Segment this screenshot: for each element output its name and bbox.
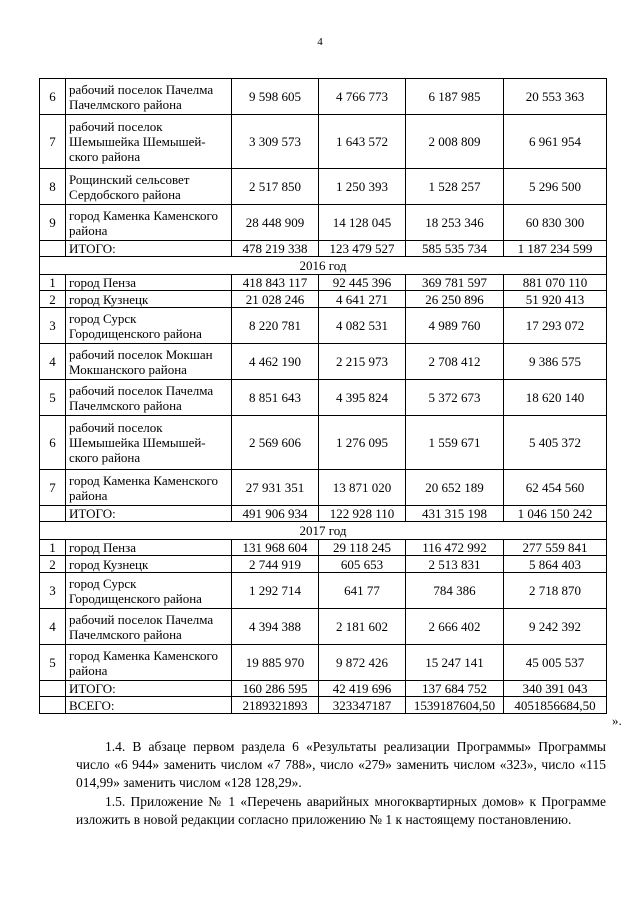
row-number — [40, 681, 66, 697]
row-number: 8 — [40, 169, 66, 205]
amount-total: 17 293 072 — [504, 308, 607, 344]
amount-col-1: 19 885 970 — [232, 645, 319, 681]
amount-total: 51 920 413 — [504, 291, 607, 308]
amount-col-3: 585 535 734 — [406, 241, 504, 257]
amount-col-3: 1 528 257 — [406, 169, 504, 205]
amount-col-1: 2189321893 — [232, 697, 319, 714]
amount-col-3: 1539187604,50 — [406, 697, 504, 714]
table-row — [40, 609, 607, 645]
amount-col-2: 122 928 110 — [319, 506, 406, 522]
paragraph-1-5: 1.5. Приложение № 1 «Перечень аварийных многоквартирных домов» к Программе изложить в новой редакции согласно приложению № 1 к настоящему постановлению. — [76, 794, 606, 827]
amount-col-3: 137 684 752 — [406, 681, 504, 697]
municipality-name: ВСЕГО: — [66, 697, 232, 714]
municipality-name: город Пенза — [66, 275, 232, 291]
amount-col-1: 4 394 388 — [232, 609, 319, 645]
municipality-name: рабочий поселок Пачелма Пачелмского района — [66, 79, 232, 115]
amount-total: 9 242 392 — [504, 609, 607, 645]
table-row — [40, 540, 607, 556]
row-number: 5 — [40, 645, 66, 681]
amount-col-3: 4 989 760 — [406, 308, 504, 344]
municipality-name: ИТОГО: — [66, 681, 232, 697]
amount-col-3: 431 315 198 — [406, 506, 504, 522]
amount-col-2: 323347187 — [319, 697, 406, 714]
row-number: 5 — [40, 380, 66, 416]
amount-total: 5 296 500 — [504, 169, 607, 205]
amount-col-2: 641 77 — [319, 573, 406, 609]
row-number: 1 — [40, 275, 66, 291]
table-row — [40, 416, 607, 470]
municipality-name: город Кузнецк — [66, 291, 232, 308]
municipality-name: ИТОГО: — [66, 506, 232, 522]
table-row — [40, 79, 607, 115]
year-header-row — [40, 522, 607, 540]
amount-total: 1 187 234 599 — [504, 241, 607, 257]
amount-total: 881 070 110 — [504, 275, 607, 291]
row-number: 4 — [40, 609, 66, 645]
table-row — [40, 344, 607, 380]
amount-col-1: 131 968 604 — [232, 540, 319, 556]
amount-col-1: 2 517 850 — [232, 169, 319, 205]
table-row — [40, 645, 607, 681]
amount-col-1: 418 843 117 — [232, 275, 319, 291]
table-row — [40, 205, 607, 241]
amount-col-2: 605 653 — [319, 556, 406, 573]
municipality-name: рабочий поселок Мокшан Мокшанского района — [66, 344, 232, 380]
amount-total: 20 553 363 — [504, 79, 607, 115]
amount-col-1: 1 292 714 — [232, 573, 319, 609]
amount-col-3: 2 708 412 — [406, 344, 504, 380]
amount-col-2: 13 871 020 — [319, 470, 406, 506]
municipality-name: город Каменка Каменского района — [66, 470, 232, 506]
amount-col-3: 18 253 346 — [406, 205, 504, 241]
amount-col-2: 14 128 045 — [319, 205, 406, 241]
year-header-row — [40, 257, 607, 275]
year-header: 2017 год — [40, 522, 607, 540]
table-row — [40, 470, 607, 506]
municipality-name: город Сурск Городищенского района — [66, 308, 232, 344]
amount-col-2: 1 250 393 — [319, 169, 406, 205]
row-number: 3 — [40, 308, 66, 344]
amount-total: 5 864 403 — [504, 556, 607, 573]
row-number — [40, 506, 66, 522]
table-row — [40, 291, 607, 308]
amount-col-3: 20 652 189 — [406, 470, 504, 506]
table-row — [40, 275, 607, 291]
total-row — [40, 241, 607, 257]
municipality-name: город Пенза — [66, 540, 232, 556]
amount-col-1: 2 569 606 — [232, 416, 319, 470]
table-row — [40, 573, 607, 609]
table-row — [40, 380, 607, 416]
amount-col-2: 123 479 527 — [319, 241, 406, 257]
amount-col-2: 29 118 245 — [319, 540, 406, 556]
amount-col-3: 5 372 673 — [406, 380, 504, 416]
amount-total: 340 391 043 — [504, 681, 607, 697]
row-number: 1 — [40, 540, 66, 556]
amount-col-1: 8 220 781 — [232, 308, 319, 344]
amount-col-2: 4 395 824 — [319, 380, 406, 416]
table-row — [40, 115, 607, 169]
amount-col-2: 9 872 426 — [319, 645, 406, 681]
municipality-name: город Сурск Городищенского района — [66, 573, 232, 609]
amount-col-3: 116 472 992 — [406, 540, 504, 556]
municipality-name: рабочий поселок Шемышейка Шемышей-ского района — [66, 416, 232, 470]
amount-col-1: 478 219 338 — [232, 241, 319, 257]
amount-col-3: 15 247 141 — [406, 645, 504, 681]
amount-total: 2 718 870 — [504, 573, 607, 609]
amount-total: 6 961 954 — [504, 115, 607, 169]
municipality-name: город Каменка Каменского района — [66, 205, 232, 241]
row-number: 6 — [40, 416, 66, 470]
amount-col-3: 6 187 985 — [406, 79, 504, 115]
amount-col-1: 9 598 605 — [232, 79, 319, 115]
amount-col-3: 369 781 597 — [406, 275, 504, 291]
municipality-name: ИТОГО: — [66, 241, 232, 257]
municipality-name: город Каменка Каменского района — [66, 645, 232, 681]
amount-col-1: 3 309 573 — [232, 115, 319, 169]
total-row — [40, 506, 607, 522]
row-number: 6 — [40, 79, 66, 115]
amount-col-2: 1 276 095 — [319, 416, 406, 470]
amount-col-2: 4 641 271 — [319, 291, 406, 308]
amount-col-1: 8 851 643 — [232, 380, 319, 416]
amount-col-1: 491 906 934 — [232, 506, 319, 522]
amount-col-2: 2 181 602 — [319, 609, 406, 645]
amount-col-2: 4 766 773 — [319, 79, 406, 115]
amount-col-3: 784 386 — [406, 573, 504, 609]
year-header: 2016 год — [40, 257, 607, 275]
funding-table-body — [40, 79, 607, 714]
amount-total: 60 830 300 — [504, 205, 607, 241]
amount-col-1: 21 028 246 — [232, 291, 319, 308]
paragraph-1-4: 1.4. В абзаце первом раздела 6 «Результаты реализации Программы» Программы число «6 944» заменить числом «7 788», число «279» заменить числом «323», число «115 014,99» заменить числом «128 128,29». — [76, 739, 606, 790]
amount-total: 5 405 372 — [504, 416, 607, 470]
table-row — [40, 308, 607, 344]
amount-col-1: 28 448 909 — [232, 205, 319, 241]
table-row — [40, 169, 607, 205]
amount-total: 4051856684,50 — [504, 697, 607, 714]
amount-col-2: 42 419 696 — [319, 681, 406, 697]
row-number — [40, 241, 66, 257]
row-number — [40, 697, 66, 714]
amount-col-1: 2 744 919 — [232, 556, 319, 573]
amount-col-2: 2 215 973 — [319, 344, 406, 380]
municipality-name: рабочий поселок Пачелма Пачелмского района — [66, 609, 232, 645]
amount-total: 9 386 575 — [504, 344, 607, 380]
table-row — [40, 556, 607, 573]
municipality-name: город Кузнецк — [66, 556, 232, 573]
row-number: 9 — [40, 205, 66, 241]
row-number: 7 — [40, 470, 66, 506]
municipality-name: рабочий поселок Шемышейка Шемышей-ского района — [66, 115, 232, 169]
page-number: 4 — [317, 36, 323, 48]
amount-col-2: 92 445 396 — [319, 275, 406, 291]
amount-col-3: 26 250 896 — [406, 291, 504, 308]
amount-total: 18 620 140 — [504, 380, 607, 416]
amount-col-1: 160 286 595 — [232, 681, 319, 697]
closing-quote-mark: ». — [612, 713, 622, 728]
row-number: 3 — [40, 573, 66, 609]
municipality-name: рабочий поселок Пачелма Пачелмского района — [66, 380, 232, 416]
amount-col-1: 4 462 190 — [232, 344, 319, 380]
amount-total: 45 005 537 — [504, 645, 607, 681]
amount-col-2: 1 643 572 — [319, 115, 406, 169]
amount-col-2: 4 082 531 — [319, 308, 406, 344]
municipality-name: Рощинский сельсовет Сердобского района — [66, 169, 232, 205]
amount-col-1: 27 931 351 — [232, 470, 319, 506]
total-row — [40, 681, 607, 697]
amount-col-3: 2 666 402 — [406, 609, 504, 645]
amount-total: 1 046 150 242 — [504, 506, 607, 522]
amount-col-3: 1 559 671 — [406, 416, 504, 470]
total-row — [40, 697, 607, 714]
amount-col-3: 2 513 831 — [406, 556, 504, 573]
row-number: 4 — [40, 344, 66, 380]
funding-table — [39, 78, 607, 714]
amount-total: 277 559 841 — [504, 540, 607, 556]
amount-col-3: 2 008 809 — [406, 115, 504, 169]
amount-total: 62 454 560 — [504, 470, 607, 506]
row-number: 7 — [40, 115, 66, 169]
row-number: 2 — [40, 291, 66, 308]
row-number: 2 — [40, 556, 66, 573]
